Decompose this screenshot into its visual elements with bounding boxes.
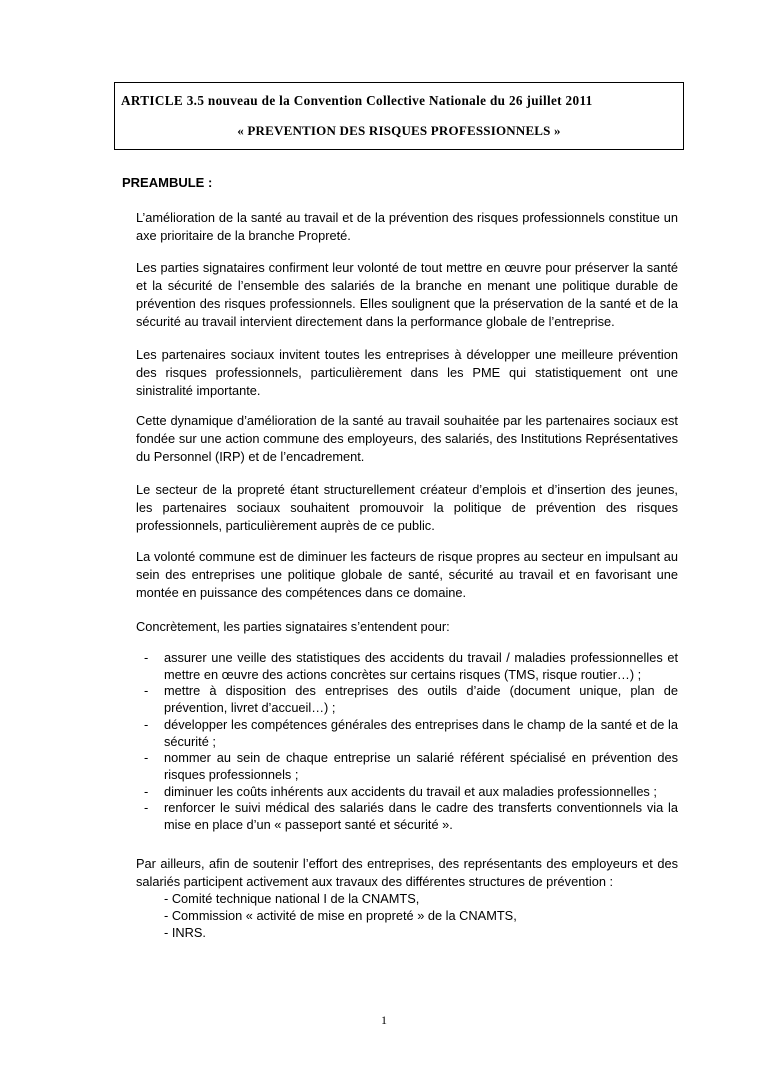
- list-item-text: diminuer les coûts inhérents aux accidents du travail et aux maladies professionnelles ;: [164, 783, 657, 799]
- list-item: - INRS.: [164, 925, 206, 940]
- list-item: - Commission « activité de mise en propreté » de la CNAMTS,: [164, 908, 517, 923]
- list-item: [136, 800, 678, 833]
- bullet-marker: -: [144, 750, 149, 766]
- list-item-text: mettre à disposition des entreprises des outils d’aide (document unique, plan de prévention, livret d’accueil…) ;: [164, 683, 678, 716]
- list-item-text: développer les compétences générales des entreprises dans le champ de la santé et de la sécurité ;: [164, 716, 678, 749]
- paragraph-2: Les parties signataires confirment leur volonté de tout mettre en œuvre pour préserver la santé et la sécurité de l’ensemble des salariés de la branche en menant une politique durable de prévention des risques professionnels. Elles soulignent que la préservation de la santé et de la sécurité au travail intervient directement dans la performance globale de l’entreprise.: [136, 260, 678, 329]
- closing-paragraph: Par ailleurs, afin de soutenir l’effort des entreprises, des représentants des employeurs et des salariés participent activement aux travaux des différentes structures de prévention :: [136, 856, 678, 889]
- bullet-marker: -: [144, 683, 149, 699]
- paragraph-6: La volonté commune est de diminuer les facteurs de risque propres au secteur en impulsant au sein des entreprises une politique globale de santé, sécurité au travail et en favorisant une montée en puissance des compétences dans ce domaine.: [136, 549, 678, 600]
- page-number: 1: [381, 1013, 387, 1027]
- list-item-text: renforcer le suivi médical des salariés dans le cadre des transferts conventionnels via la mise en place d’un « passeport santé et sécurité ».: [164, 800, 678, 833]
- structures-list: [164, 890, 517, 941]
- article-subtitle: « PREVENTION DES RISQUES PROFESSIONNELS »: [237, 123, 561, 138]
- paragraph-5: Le secteur de la propreté étant structurellement créateur d’emplois et d’insertion des jeunes, les partenaires sociaux souhaitent promouvoir la politique de prévention des risques professionnels, particulièrement auprès de ce public.: [136, 482, 678, 533]
- paragraph-1: L’amélioration de la santé au travail et de la prévention des risques professionnels constitue un axe prioritaire de la branche Propreté.: [136, 210, 678, 243]
- paragraph-4: Cette dynamique d’amélioration de la santé au travail souhaitée par les partenaires sociaux est fondée sur une action commune des employeurs, des salariés, des Institutions Représentatives du Personnel (IRP) et de l’encadrement.: [136, 413, 678, 464]
- list-item: [136, 784, 678, 801]
- article-header-box: [114, 82, 684, 150]
- list-item: [136, 717, 678, 750]
- paragraph-3: Les partenaires sociaux invitent toutes les entreprises à développer une meilleure prévention des risques professionnels, particulièrement dans les PME qui statistiquement ont une sinistralité importante.: [136, 347, 678, 398]
- list-item: - Comité technique national I de la CNAMTS,: [164, 891, 420, 906]
- bullet-marker: -: [144, 800, 149, 816]
- bullet-marker: -: [144, 650, 149, 665]
- list-item: [136, 750, 678, 783]
- bullet-list: [136, 650, 678, 834]
- section-heading: PREAMBULE :: [122, 175, 213, 190]
- bullet-marker: -: [144, 783, 149, 799]
- list-item-text: assurer une veille des statistiques des accidents du travail / maladies professionnelles et mettre en œuvre des actions concrètes sur certains risques (TMS, risque routier…) ;: [164, 650, 678, 682]
- bullet-marker: -: [144, 716, 149, 732]
- paragraph-7: Concrètement, les parties signataires s’entendent pour:: [136, 619, 450, 634]
- article-title: ARTICLE 3.5 nouveau de la Convention Collective Nationale du 26 juillet 2011: [121, 93, 593, 108]
- list-item: [136, 650, 678, 683]
- list-item-text: nommer au sein de chaque entreprise un salarié référent spécialisé en prévention des risques professionnels ;: [164, 750, 678, 782]
- list-item: [136, 683, 678, 716]
